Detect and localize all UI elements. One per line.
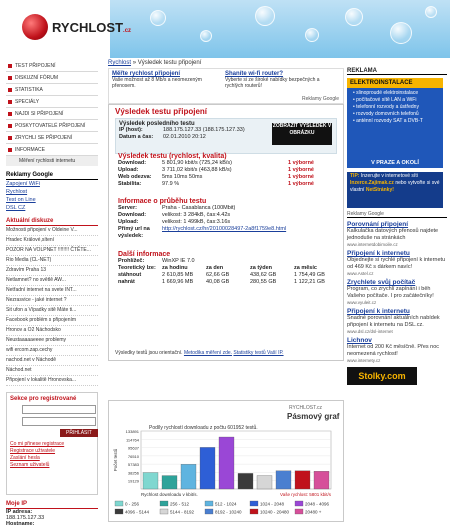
ad-block[interactable] — [225, 71, 335, 89]
chart-bar — [162, 476, 177, 489]
legend-label: 10240 - 20480 — [260, 509, 290, 515]
chart-bar — [181, 464, 196, 489]
news-item[interactable]: Hronov a O2 Náchodsko — [6, 326, 98, 336]
methodology-link[interactable]: Metodika měření zde. — [183, 350, 233, 356]
chart-bar — [238, 473, 253, 489]
bandwidth-chart — [108, 400, 344, 522]
legend-label: 8192 - 10240 — [215, 509, 242, 515]
date-value: 02.01.2010 20:12 — [163, 134, 206, 140]
login-link[interactable]: Co mi přinese registrace — [10, 441, 65, 447]
info-heading: Informace o průběhu testu — [118, 198, 207, 205]
google-link[interactable]: Rychlost — [6, 189, 28, 195]
news-item[interactable]: Sit ufon a Vípadky sitě Máte ti... — [6, 306, 98, 316]
your-speed-label: Vaše rychlost: 5801 kbit/s — [280, 492, 331, 497]
info-section — [118, 198, 338, 240]
speed-row — [118, 181, 338, 188]
legend-swatch — [205, 501, 213, 506]
legend-swatch — [160, 501, 168, 506]
transfer-cell: 438,62 GB — [250, 272, 277, 278]
right-ad-description: Kalkulačka datových přenosů najdete jednoduše na stránkách — [347, 228, 439, 241]
result-box — [108, 104, 344, 361]
news-item[interactable]: Náchod.net — [6, 366, 98, 376]
chart-bar — [200, 447, 215, 489]
legend-swatch — [160, 509, 168, 514]
google-link[interactable]: Test on Line — [6, 197, 36, 203]
right-ad-block[interactable] — [347, 337, 447, 363]
speed-rating: 1 výborné — [288, 174, 314, 180]
right-ad-description: Internet od 200 Kč měsíčně. Přes noc neomezená rychlost! — [347, 344, 440, 357]
last-test-heading: Výsledek posledního testu — [119, 121, 195, 127]
ad-title[interactable]: Měřte rychlost připojení — [112, 71, 181, 77]
right-ad-title[interactable]: Lichnov — [347, 337, 372, 344]
speed-section — [118, 153, 338, 188]
legend-swatch — [295, 501, 303, 506]
logo-ball-icon — [22, 14, 48, 40]
right-ad-title[interactable]: Připojení k internetu — [347, 308, 410, 315]
speed-rows — [118, 160, 338, 188]
y-tick-label: 57383 — [127, 462, 139, 468]
elektro-items — [347, 88, 443, 125]
info-label: Download: — [118, 212, 147, 218]
menu-item-speedup[interactable]: ZRYCHLI SE PŘIPOJENÍ — [6, 132, 98, 144]
password-field[interactable] — [22, 417, 96, 426]
show-image-button[interactable]: ZOBRAZIT VÝSLEDEK V OBRÁZKU — [272, 123, 332, 145]
right-ad-block[interactable] — [347, 279, 447, 305]
speed-rating: 1 výborné — [288, 181, 314, 187]
left-sidebar — [6, 58, 98, 527]
chart-bar — [295, 471, 310, 489]
other-section — [118, 251, 338, 286]
right-ad-description: Snadné porovnání aktuálních nabídek připojení k internetu na DSL.cz. — [347, 315, 440, 328]
google-ads-heading[interactable]: Reklamy Google — [6, 172, 98, 180]
news-heading: Aktuální diskuze — [6, 218, 98, 226]
tip-text2: nebo vytvořte si své vlastní — [350, 180, 440, 193]
legend-label: 256 - 512 — [170, 501, 190, 507]
news-item[interactable]: POZOR NA VOLPNET !!!!!!!! ČTĚTE... — [6, 246, 98, 256]
speed-row — [118, 174, 338, 181]
browser-value: WinXP IE 7.0 — [162, 258, 195, 264]
login-link[interactable]: Zaslání hesla — [10, 455, 40, 461]
y-tick-label: 133891 — [125, 429, 139, 434]
info-row — [118, 205, 338, 212]
speed-value: 97.9 % — [162, 181, 180, 187]
info-value: velikost: 1 499kB, čas:3.16s — [162, 219, 231, 225]
menu-item-providers[interactable]: POSKYTOVATELÉ PŘIPOJENÍ — [6, 120, 98, 132]
legend-label: 2048 - 4096 — [305, 501, 330, 507]
ip-label: IP (host): — [119, 127, 143, 133]
right-ad-url[interactable]: www.Astel.cz — [347, 271, 374, 276]
bullet-icon — [8, 76, 12, 80]
ad-description: Vaše možnost až 8 Mb/s a neomezeným přenosem. — [112, 77, 202, 89]
bullet-icon — [8, 148, 12, 152]
bubble-decoration — [200, 30, 212, 42]
menu-item-find[interactable]: NAJDI SI PŘIPOJENÍ — [6, 108, 98, 120]
transfer-cell: 62,66 GB — [206, 272, 230, 278]
username-field[interactable] — [22, 405, 96, 414]
right-ad-url[interactable]: www.dsl.cz/dsl-internet — [347, 329, 393, 334]
bullet-icon — [8, 88, 12, 92]
breadcrumb — [108, 60, 201, 66]
transfer-row — [118, 279, 338, 286]
last-test-panel — [115, 118, 337, 154]
right-ad-url[interactable]: www.internetdobimoile.cz — [347, 242, 398, 247]
elektro-footer: V PRAZE A OKOLÍ — [371, 160, 419, 166]
menu-item-test[interactable]: TEST PŘIPOJENÍ — [6, 60, 98, 72]
news-item[interactable]: Netlamnet? no světlě AW... — [6, 276, 98, 286]
transfer-cell: 1 122,21 GB — [294, 279, 325, 285]
other-heading: Další informace — [118, 251, 171, 258]
col-head: za hodinu — [162, 265, 188, 271]
chart-bar — [314, 471, 329, 489]
news-item[interactable]: Hradec Králové,sítení — [6, 236, 98, 246]
right-ad-block[interactable] — [347, 221, 447, 247]
speed-label: Download: — [118, 160, 147, 166]
transfer-row — [118, 272, 338, 279]
bullet-icon — [8, 136, 12, 140]
page-title: Výsledek testu připojení — [115, 107, 208, 116]
google-link[interactable]: Zapojení WiFi — [6, 181, 40, 187]
y-tick-label: 38256 — [127, 470, 139, 476]
chart-bar — [219, 437, 234, 489]
col-head: za týden — [250, 265, 273, 271]
transfer-cell: 2 610,85 MB — [162, 272, 194, 278]
login-button[interactable]: PŘIHLÁSIT — [60, 429, 98, 437]
bubble-decoration — [425, 6, 437, 18]
transfer-label: stáhnout — [118, 272, 142, 278]
ad-title[interactable]: Shaníte wi-fi router? — [225, 71, 284, 77]
speed-value: 5 801,90 kbit/s (725,24 kB/s) — [162, 160, 233, 166]
info-label: Server: — [118, 205, 137, 211]
col-head: za měsíc — [294, 265, 317, 271]
x-axis-label: Rychlost downloadu v kbit/s. — [141, 492, 198, 497]
bubble-decoration — [345, 8, 363, 26]
breadcrumb-current: » Výsledek testu připojení — [132, 60, 202, 66]
transfer-cell: 1 754,49 GB — [294, 272, 325, 278]
elektro-item: • rozvody domovních telefonů — [353, 111, 419, 117]
login-link[interactable]: Seznam uživatelů — [10, 462, 50, 468]
news-item[interactable]: Možnosti připojení v Oldeine V... — [6, 226, 98, 236]
google-link[interactable]: DSL CZ — [6, 205, 26, 211]
page-header — [0, 0, 450, 58]
y-tick-label: 19129 — [127, 478, 139, 484]
note-text: Výsledky testů jsou orientační. — [115, 350, 183, 356]
hostname-label: Hostname: — [6, 521, 35, 527]
legend-label: 5144 - 8192 — [170, 509, 195, 515]
chart-bar — [143, 473, 158, 489]
bubble-decoration — [305, 28, 319, 42]
speed-rating: 1 výborné — [288, 160, 314, 166]
right-google-label[interactable]: Reklamy Google — [347, 211, 447, 218]
bullet-icon — [8, 124, 12, 128]
logo-area[interactable] — [0, 0, 132, 58]
right-column — [347, 68, 447, 385]
ip-value: 188.175.127.33 (188.175.127.33) — [163, 127, 245, 133]
legend-label: 20480 + — [305, 509, 322, 515]
tip-label: TIP: — [350, 173, 360, 179]
elektro-item: • telefonní rozvody a ústředny — [353, 104, 419, 110]
tip-box[interactable] — [347, 172, 443, 208]
info-value: velikost: 3 284kB, čas:4.42s — [162, 212, 231, 218]
transfer-cell: 1 669,96 MB — [162, 279, 194, 285]
right-ad-url[interactable]: www.internety.cz — [347, 358, 381, 363]
chart-subtitle: Podíly rychlostí downloadu z počtu 601952 testů. — [149, 425, 258, 431]
ad-block[interactable] — [112, 71, 222, 89]
result-note — [115, 350, 284, 356]
ip-value: 188.175.127.33 — [6, 515, 45, 521]
right-ads — [347, 221, 447, 363]
transfer-cell: 280,55 GB — [250, 279, 277, 285]
stolky-banner[interactable]: Stolky.com — [347, 367, 417, 385]
legend-swatch — [295, 509, 303, 514]
ads-heading: REKLAMA — [347, 68, 447, 75]
legend-label: 0 - 256 — [125, 501, 140, 507]
tip-link2[interactable]: NetStránky! — [365, 187, 394, 193]
legend-label: 512 - 1024 — [215, 501, 237, 507]
news-item[interactable]: wifi ercom.zap.cechy — [6, 346, 98, 356]
top-ad-band — [108, 68, 344, 104]
menu-item-info[interactable]: INFORMACE — [6, 144, 98, 156]
ads-by-google[interactable]: Reklamy Google — [302, 96, 339, 102]
menu-subitem-speed-measure[interactable]: Měření rychlosti internetu — [6, 156, 98, 166]
info-row — [118, 219, 338, 226]
logo: RYCHLOST.cz — [52, 20, 132, 35]
news-item[interactable]: Facebook problém s připojením — [6, 316, 98, 326]
speed-rating: 1 výborné — [288, 167, 314, 173]
tip-text: Inzerujte v internetové síti — [360, 173, 418, 179]
bubble-decoration — [150, 10, 166, 26]
speed-label: Web odezva: — [118, 174, 152, 180]
chart-bar — [276, 471, 291, 489]
info-label: Přímý url na výsledek: — [118, 226, 150, 239]
info-rows — [118, 205, 338, 240]
legend-swatch — [250, 501, 258, 506]
elektro-item: • anténní rozvody SAT a DVB-T — [353, 118, 423, 124]
info-label: Upload: — [118, 219, 139, 225]
legend-label: 4096 - 5144 — [125, 509, 150, 515]
bubble-decoration — [255, 6, 275, 26]
bullet-icon — [8, 100, 12, 104]
right-ad-block[interactable] — [347, 250, 447, 276]
menu-item-specials[interactable]: SPECIÁLY — [6, 96, 98, 108]
speed-row — [118, 167, 338, 174]
bullet-icon — [8, 112, 12, 116]
bubble-decoration — [390, 22, 412, 44]
menu-item-forum[interactable]: DISKUZNÍ FÓRUM — [6, 72, 98, 84]
news-item[interactable]: Netřadní internet na svete INT... — [6, 286, 98, 296]
y-tick-label: 76510 — [127, 453, 139, 459]
right-ad-url[interactable]: www.vyuleit.cz — [347, 300, 377, 305]
col-head: za den — [206, 265, 224, 271]
other-rows — [118, 272, 338, 286]
speed-value: 3 711,02 kbit/s (463,88 kB/s) — [162, 167, 232, 173]
browser-label: Prohlížeč: — [118, 258, 145, 264]
bullet-icon — [8, 64, 12, 68]
speed-label: Stabilita: — [118, 181, 142, 187]
speed-heading: Výsledek testu (rychlost, kvalita) — [118, 153, 227, 160]
news-item[interactable]: Zdravím Praha 13 — [6, 266, 98, 276]
legend-label: 1024 - 2048 — [260, 501, 285, 507]
chart-svg — [109, 401, 343, 521]
ip-stats-link[interactable]: Statistiky testů Vaší IP. — [233, 350, 284, 356]
y-tick-label: 114764 — [125, 437, 139, 443]
news-item[interactable]: Neustaaaaaeeee problemy — [6, 336, 98, 346]
right-ad-title[interactable]: Porovnání připojení — [347, 221, 409, 228]
chart-bar — [257, 476, 272, 489]
transfer-label: nahrát — [118, 279, 135, 285]
y-axis-label: Počet testů — [113, 448, 118, 472]
chart-brand: RYCHLOST.cz — [289, 405, 322, 411]
chart-title: Pásmový graf — [287, 412, 340, 421]
speed-row — [118, 160, 338, 167]
legend-swatch — [115, 509, 123, 514]
right-ad-description: Program, co zrychlí zapínání i běh Vašeho počítače. I pro začátečníky! — [347, 286, 434, 299]
menu-item-statistics[interactable]: STATISTIKA — [6, 84, 98, 96]
right-ad-title[interactable]: Zrychlete svůj počítač — [347, 279, 416, 286]
legend-swatch — [115, 501, 123, 506]
date-label: Datum a čas: — [119, 134, 154, 140]
tip-link[interactable]: Inzerce.Zajimak.cz — [350, 180, 394, 186]
right-ad-description: Objednejte si rychlé připojení k internetu od 469 Kč s dárkem navíc! — [347, 257, 446, 270]
ip-label: IP adresa: — [6, 509, 33, 515]
right-ad-block[interactable] — [347, 308, 447, 334]
transfer-cell: 40,08 GB — [206, 279, 230, 285]
news-item[interactable]: Nezrasvice - jaké internet ? — [6, 296, 98, 306]
my-ip-heading: Moje IP — [6, 501, 98, 509]
login-heading: Sekce pro registrované — [10, 396, 77, 402]
breadcrumb-home[interactable]: Rychlost — [108, 60, 132, 66]
elektro-item: • počítačové sítě LAN a WiFi — [353, 97, 417, 103]
ad-description: Vyberte si ze široké nabídky bezpečných a rychlých routerů! — [225, 77, 320, 89]
info-row — [118, 212, 338, 219]
news-list — [6, 226, 98, 386]
news-item[interactable]: Rio Media (CL-NET) — [6, 256, 98, 266]
news-item[interactable]: nachod.net v Náchodě — [6, 356, 98, 366]
login-box — [6, 392, 98, 495]
elektro-item: • slinoproudé elektroinstalace — [353, 90, 419, 96]
elektro-ad[interactable] — [347, 78, 443, 168]
y-tick-label: 95637 — [127, 445, 139, 451]
theory-label: Teoretický lze: — [118, 265, 156, 271]
right-ad-title[interactable]: Připojení k internetu — [347, 250, 410, 257]
legend-swatch — [205, 509, 213, 514]
info-value: Praha - Casablanca (100Mbit) — [162, 205, 236, 211]
result-url-link[interactable]: http://rychlost.cz/hr/20100028497-2a8f1759e8.html — [162, 226, 287, 232]
news-item[interactable]: Připojení v lokalitě Hronovska... — [6, 376, 98, 386]
elektro-title: ELEKTROINSTALACE — [347, 78, 443, 88]
speed-value: 5ms 10ms 50ms — [162, 174, 203, 180]
info-row — [118, 226, 338, 240]
login-link[interactable]: Registrace uživatele — [10, 448, 56, 454]
speed-label: Upload: — [118, 167, 139, 173]
legend-swatch — [250, 509, 258, 514]
